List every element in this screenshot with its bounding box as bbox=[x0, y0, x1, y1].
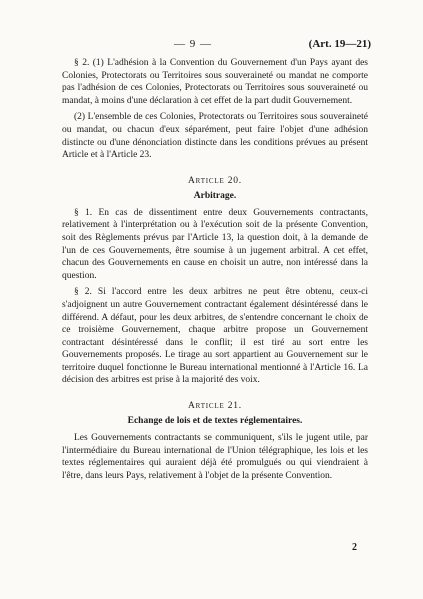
paragraph-colonies: (2) L'ensemble de ces Colonies, Protectorats ou Territoires sous souveraineté ou mandat, ou chacun d'eux séparément, peut faire l'objet d'une adhésion distincte ou d'une dénonciation distincte dans les conditions prévues au présent Article et à l'Article 23. bbox=[62, 112, 368, 161]
article-20-paragraph-2: § 2. Si l'accord entre les deux arbitres ne peut être obtenu, ceux-ci s'adjoignent un autre Gouvernement contractant également désintéressé dans le différend. A défaut, pour les deux arbitres, de s'entendre concernant le choix de ce troisième Gouvernement, chaque arbitre propose un Gouvernement contractant désintéressé dans le conflit; il est tiré au sort entre les Gouvernements proposés. Le tirage au sort appartient au Gouvernement sur le territoire duquel fonctionne le Bureau international mentionné à l'Article 16. La décision des arbitres est prise à la majorité des voix. bbox=[62, 287, 368, 386]
article-20-subtitle: Arbitrage. bbox=[193, 190, 237, 201]
article-21-paragraph-1: Les Gouvernements contractants se communiquent, s'ils le jugent utile, par l'intermédiaire du Bureau international de l'Union télégraphique, les lois et les textes réglementaires qui auraient déjà été promulgués ou qui viendraient à l'être, dans leurs Pays, relativement à l'objet de la présente Convention. bbox=[62, 433, 368, 481]
article-21-title: Article 21. bbox=[188, 401, 242, 412]
signature-mark: 2 bbox=[352, 542, 357, 553]
article-reference: (Art. 19—21) bbox=[308, 38, 371, 50]
article-20-title: Article 20. bbox=[188, 175, 242, 186]
page-body bbox=[62, 57, 368, 482]
page-number: — 9 — bbox=[174, 38, 212, 50]
paragraph-adhesion: § 2. (1) L'adhésion à la Convention du Gouvernement d'un Pays ayant des Colonies, Protectorats ou Territoires sous souveraineté ou mandat ne comporte pas l'adhésion de ces Colonies, Protectorats ou Territoires sous souveraineté ou mandat, à moins d'une déclaration à cet effet de la part dudit Gouvernement. bbox=[62, 58, 368, 106]
article-21-subtitle: Echange de lois et de textes réglementaires. bbox=[127, 416, 303, 427]
page-header bbox=[0, 38, 423, 52]
article-20-paragraph-1: § 1. En cas de dissentiment entre deux Gouvernements contractants, relativement à l'interprétation ou à l'exécution soit de la présente Convention, soit des Règlements prévus par l'Article 13, la question doit, à la demande de l'un de ces Gouvernements, être soumise à un jugement arbitral. A cet effet, chacun des Gouvernements en cause en choisit un autre, non intéressé dans la question. bbox=[62, 207, 368, 281]
